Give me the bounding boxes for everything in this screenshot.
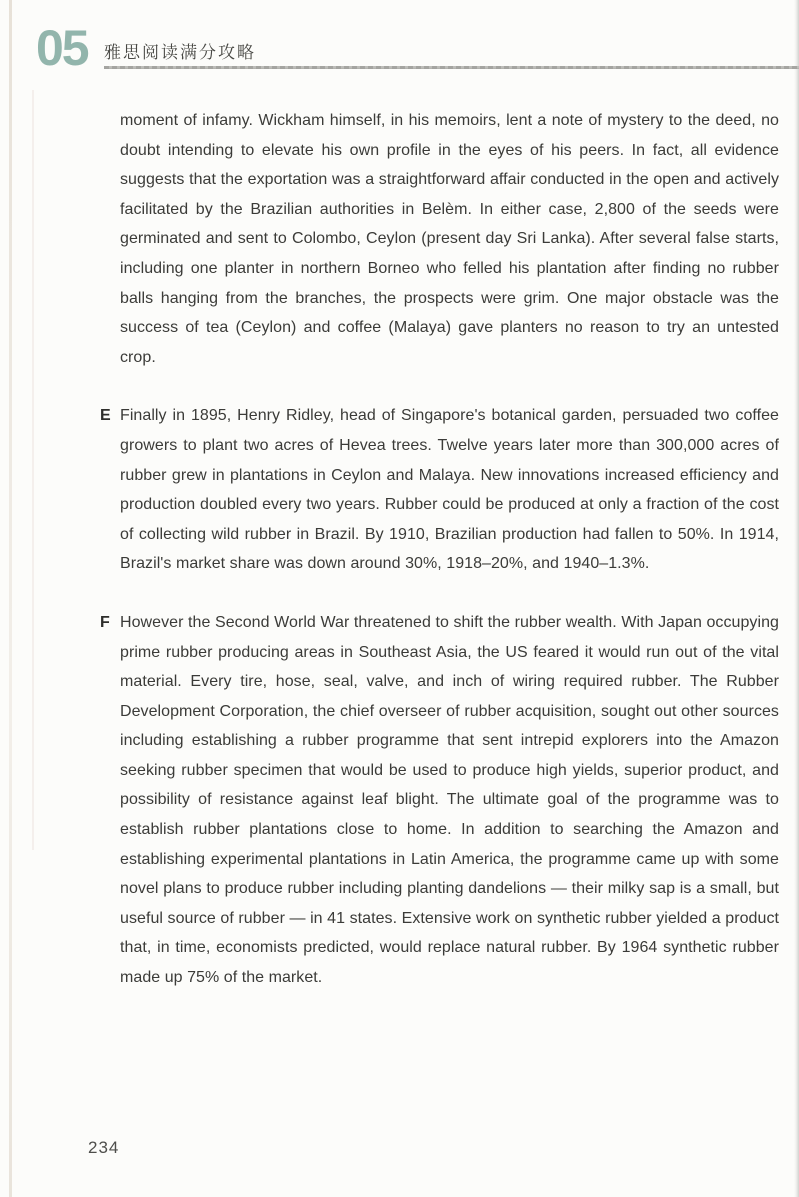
reading-passage	[100, 106, 779, 1022]
paragraph-f	[100, 608, 779, 993]
page-number: 234	[88, 1138, 120, 1157]
paragraph-e	[100, 401, 779, 579]
paragraph-text: Finally in 1895, Henry Ridley, head of Singapore's botanical garden, persuaded two coffee growers to plant two acres of Hevea trees. Twelve years later more than 300,000 acres of rubber grew in plantations in Ceylon and Malaya. New innovations increased efficiency and production doubled every two years. Rubber could be produced at only a fraction of the cost of collecting wild rubber in Brazil. By 1910, Brazilian production had fallen to 50%. In 1914, Brazil's market share was down around 30%, 1918–20%, and 1940–1.3%.	[120, 407, 779, 573]
paragraph-text: However the Second World War threatened to shift the rubber wealth. With Japan occupying prime rubber producing areas in Southeast Asia, the US feared it would run out of the vital material. Every tire, hose, seal, valve, and inch of wiring required rubber. The Rubber Development Corporation, the chief overseer of rubber acquisition, sought out other sources including establishing a rubber programme that sent intrepid explorers into the Amazon seeking rubber specimen that would be used to produce high yields, superior product, and possibility of resistance against leaf blight. The ultimate goal of the programme was to establish rubber plantations close to home. In addition to searching the Amazon and establishing experimental plantations in Latin America, the programme came up with some novel plans to produce rubber including planting dandelions — their milky sap is a small, but useful source of rubber — in 41 states. Extensive work on synthetic rubber yielded a product that, in time, economists predicted, would replace natural rubber. By 1964 synthetic rubber made up 75% of the market.	[120, 613, 779, 987]
book-title: 雅思阅读满分攻略	[104, 43, 256, 62]
scan-artifact-right	[794, 0, 799, 1197]
scan-artifact-left-secondary	[32, 90, 34, 850]
paragraph-text: moment of infamy. Wickham himself, in his memoirs, lent a note of mystery to the deed, no doubt intending to elevate his own profile in the eyes of his peers. In fact, all evidence suggests that the exportation was a straightforward affair conducted in the open and actively facilitated by the Brazilian authorities in Belèm. In either case, 2,800 of the seeds were germinated and sent to Colombo, Ceylon (present day Sri Lanka). After several false starts, including one planter in northern Borneo who felled his plantation after finding no rubber balls hanging from the branches, the prospects were grim. One major obstacle was the success of tea (Ceylon) and coffee (Malaya) gave planters no reason to try an untested crop.	[120, 112, 779, 366]
scan-artifact-left	[9, 0, 12, 1197]
header-rule	[104, 66, 799, 69]
paragraph-label: F	[100, 613, 110, 631]
paragraph-label: E	[100, 407, 111, 425]
chapter-number: 05	[36, 20, 88, 76]
paragraph-continuation	[100, 106, 779, 372]
